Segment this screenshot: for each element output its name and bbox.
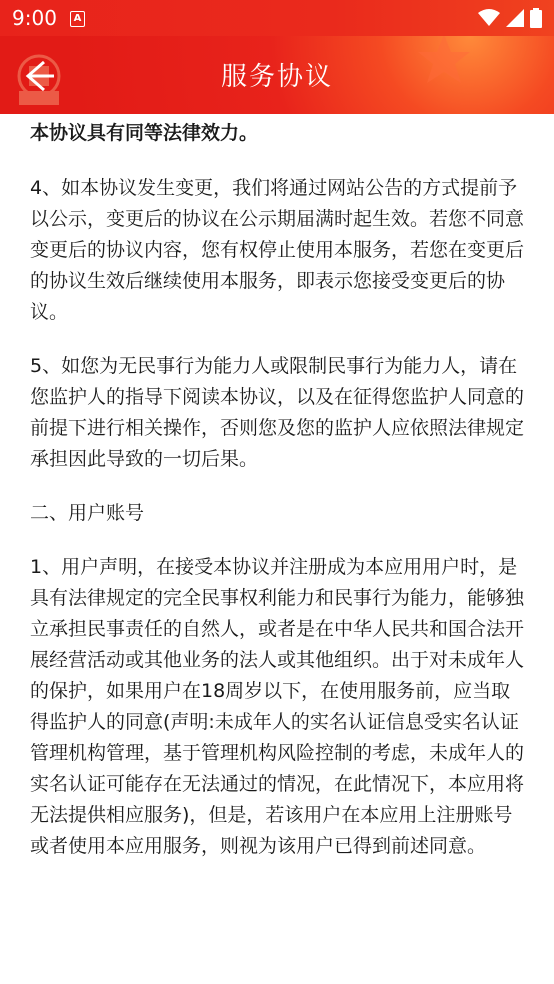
status-time: 9:00 xyxy=(12,6,57,30)
app-bar xyxy=(0,36,554,114)
section-heading-account: 二、用户账号 xyxy=(30,502,145,524)
agreement-content xyxy=(30,114,524,885)
paragraph-effect: 本协议具有同等法律效力。 xyxy=(30,122,259,144)
notification-app-icon: A xyxy=(70,11,85,27)
status-icons xyxy=(478,8,542,28)
battery-icon xyxy=(530,8,542,28)
status-bar xyxy=(0,0,554,36)
page-title: 服务协议 xyxy=(220,62,333,92)
paragraph-user-statement: 1、用户声明，在接受本协议并注册成为本应用用户时，是具有法律规定的完全民事权利能力和民事行为能力，能够独立承担民事责任的自然人，或者是在中华人民共和国合法开展经营活动或其他业务的法人或其他组织。出于对未成年人的保护，如果用户在18周岁以下，在使用服务前，应当取得监护人的同意(声明:未成年人的实名认证信息受实名认证管理机构管理，基于管理机构风险控制的考虑，未成年人的实名认证可能存在无法通过的情况，在此情况下，本应用将无法提供相应服务)，但是，若该用户在本应用上注册账号或者使用本应用服务，则视为该用户已得到前述同意。 xyxy=(30,556,525,857)
paragraph-guardian: 5、如您为无民事行为能力人或限制民事行为能力人，请在您监护人的指导下阅读本协议，以及在征得您监护人同意的前提下进行相关操作，否则您及您的监护人应依照法律规定承担因此导致的一切后果。 xyxy=(30,355,525,470)
wifi-icon xyxy=(478,9,500,27)
signal-icon xyxy=(506,9,524,27)
paragraph-change: 4、如本协议发生变更，我们将通过网站公告的方式提前予以公示，变更后的协议在公示期届满时起生效。若您不同意变更后的协议内容，您有权停止使用本服务，若您在变更后的协议生效后继续使用本服务，即表示您接受变更后的协议。 xyxy=(30,177,525,323)
